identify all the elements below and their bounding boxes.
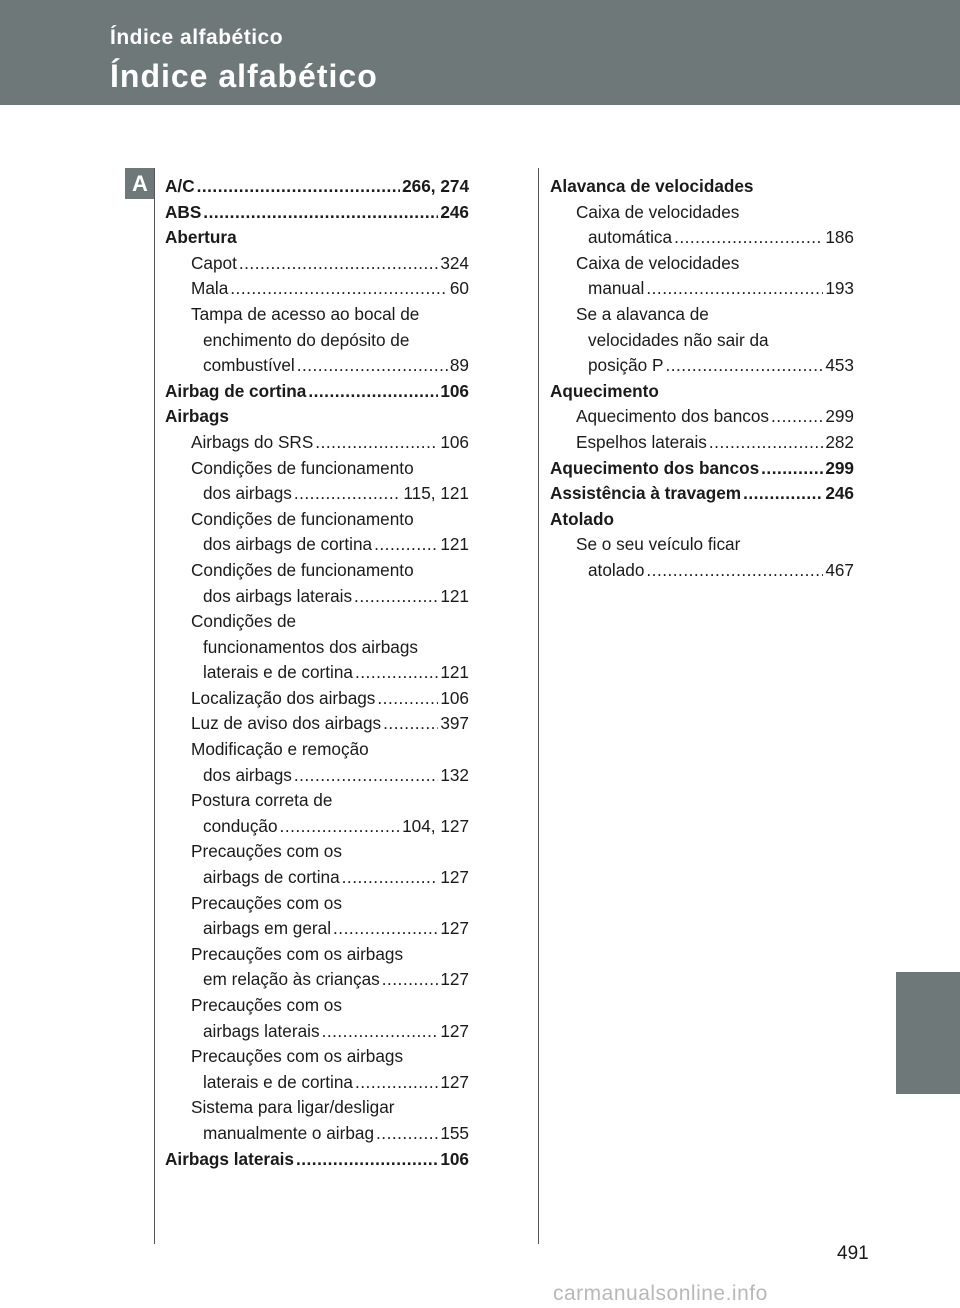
index-entry-term: Espelhos laterais [576,431,707,452]
index-entry [550,302,854,328]
index-entry-term: Precauções com os [191,841,342,862]
index-entry-term: airbags de cortina [203,867,340,888]
dot-leader [355,1070,438,1096]
dot-leader [315,430,438,456]
index-entry-page: 299 [825,406,854,427]
index-entry-page: 266, 274 [402,176,469,196]
index-entry [165,788,469,814]
index-entry-term: manualmente o airbag [203,1122,375,1143]
index-entry-page: 127 [440,1071,469,1092]
dot-leader [354,584,438,610]
index-entry-term: Precauções com os airbags [191,1046,404,1067]
index-entry-page: 106 [440,380,469,401]
index-entry [165,711,469,737]
index-entry [165,174,469,200]
index-entry [165,328,469,354]
index-entry [550,481,854,507]
index-entry [165,814,469,840]
index-entry-term: Condições de funcionamento [191,559,414,580]
index-entry [165,660,469,686]
index-entry [165,456,469,482]
index-entry [165,763,469,789]
dot-leader [743,481,823,507]
index-entry [165,1070,469,1096]
index-entry-page: 127 [440,1020,469,1041]
index-entry-page: 106 [440,431,469,452]
index-entry-page: 186 [825,227,854,248]
index-entry-term: dos airbags laterais [203,585,353,606]
dot-leader [383,711,438,737]
index-entry [550,532,854,558]
section-letter-badge: A [125,168,155,199]
index-entry-term: Airbags do SRS [191,431,314,452]
index-entry-page: 127 [440,969,469,990]
dot-leader [771,404,823,430]
index-entry-term: funcionamentos dos airbags [203,636,418,657]
column-divider-left [154,168,155,1244]
index-entry-term: Caixa de velocidades [576,252,740,273]
index-entry-term: posição P [588,355,664,376]
index-entry-page: 106 [440,687,469,708]
dot-leader [333,916,438,942]
index-entry-term: Precauções com os airbags [191,943,404,964]
index-entry-term: laterais e de cortina [203,662,353,683]
column-divider-middle [538,168,539,1244]
index-entry-page: 127 [440,867,469,888]
index-entry-page: 106 [440,1148,469,1169]
dot-leader [646,276,823,302]
index-entry-term: Condições de funcionamento [191,508,414,529]
index-entry-page: 104, 127 [402,815,469,836]
index-entry-page: 453 [825,355,854,376]
index-entry [550,404,854,430]
dot-leader [355,660,438,686]
index-entry-term: Sistema para ligar/desligar [191,1097,395,1118]
index-entry-term: A/C [165,176,195,196]
dot-leader [377,686,438,712]
index-entry [165,251,469,277]
index-entry [550,251,854,277]
index-entry [165,404,469,430]
index-entry-term: laterais e de cortina [203,1071,353,1092]
index-entry-page: 155 [440,1122,469,1143]
index-entry [165,379,469,405]
index-entry [550,328,854,354]
index-entry-term: manual [588,278,645,299]
index-entry-term: enchimento do depósito de [203,329,410,350]
index-entry [165,916,469,942]
index-entry-term: Se o seu veículo ficar [576,534,741,555]
dot-leader [761,456,823,482]
watermark-text: carmanualsonline.info [553,1282,768,1305]
index-entry [165,1044,469,1070]
index-entry-term: Airbags laterais [165,1148,294,1169]
index-entry-term: combustível [203,355,295,376]
index-entry [165,1095,469,1121]
index-entry [165,686,469,712]
index-entry [165,532,469,558]
index-entry [165,430,469,456]
index-entry-term: Mala [191,278,229,299]
index-entry [550,430,854,456]
index-entry [550,225,854,251]
index-entry-term: atolado [588,559,645,580]
index-entry-page: 121 [440,662,469,683]
header-section-title: Índice alfabético [110,26,284,49]
index-entry-page: 324 [440,252,469,273]
index-entry-page: 282 [825,431,854,452]
index-entry [165,737,469,763]
index-entry [165,609,469,635]
index-entry-term: dos airbags [203,483,292,504]
dot-leader [197,174,400,200]
index-entry [165,481,469,507]
index-entry-page: 246 [440,201,469,222]
index-entry [165,1147,469,1173]
index-entry [165,839,469,865]
dot-leader [709,430,823,456]
index-entry [165,942,469,968]
dot-leader [294,763,438,789]
dot-leader [374,532,438,558]
index-entry [165,507,469,533]
index-entry-term: Alavanca de velocidades [550,176,754,196]
dot-leader [296,1147,438,1173]
index-entry [165,584,469,610]
index-entry-page: 299 [825,457,854,478]
dot-leader [322,1019,439,1045]
dot-leader [674,225,823,251]
page-number: 491 [837,1243,869,1264]
index-entry-page: 467 [825,559,854,580]
index-entry [550,353,854,379]
index-entry-term: dos airbags de cortina [203,534,373,555]
dot-leader [342,865,439,891]
index-entry-term: dos airbags [203,764,292,785]
index-entry-term: velocidades não sair da [588,329,769,350]
index-entry-term: Aquecimento dos bancos [576,406,770,427]
index-entry [165,635,469,661]
index-entry-term: Localização dos airbags [191,687,376,708]
index-entry-term: Modificação e remoção [191,739,369,760]
header-page-title: Índice alfabético [110,58,378,94]
index-entry [550,276,854,302]
index-entry-term: Atolado [550,508,614,529]
index-entry [165,558,469,584]
index-entry-term: Airbag de cortina [165,380,307,401]
index-entry [165,993,469,1019]
index-entry-term: Condições de funcionamento [191,457,414,478]
index-column-right [550,174,854,584]
index-entry [550,174,854,200]
dot-leader [376,1121,438,1147]
index-entry [165,353,469,379]
index-entry [165,1019,469,1045]
dot-leader [382,967,439,993]
index-entry [550,507,854,533]
index-entry-term: Precauções com os [191,892,342,913]
index-entry [550,379,854,405]
index-entry-term: airbags laterais [203,1020,320,1041]
index-entry-term: Tampa de acesso ao bocal de [191,303,420,324]
index-entry [165,276,469,302]
index-entry [165,200,469,226]
index-entry-term: condução [203,815,278,836]
index-entry-page: 115, 121 [403,483,469,504]
index-entry-term: Assistência à travagem [550,483,742,504]
index-entry-term: Aquecimento [550,380,659,401]
dot-leader [230,276,448,302]
index-entry [550,456,854,482]
dot-leader [665,353,823,379]
index-entry-term: Precauções com os [191,995,342,1015]
index-column-left [165,174,469,1172]
index-entry-term: Caixa de velocidades [576,201,740,222]
index-entry-term: Luz de aviso dos airbags [191,713,382,734]
index-entry-term: airbags em geral [203,918,332,939]
dot-leader [294,481,402,507]
index-entry-term: Capot [191,252,237,273]
index-entry [550,558,854,584]
index-entry [165,967,469,993]
page-header [0,0,960,105]
index-entry-term: automática [588,227,673,248]
index-entry-page: 127 [440,918,469,939]
dot-leader [297,353,448,379]
dot-leader [280,814,401,840]
index-entry-page: 89 [449,355,469,376]
index-entry-term: em relação às crianças [203,969,380,990]
dot-leader [203,200,438,226]
index-entry-term: Airbags [165,406,229,427]
dot-leader [646,558,823,584]
index-entry-page: 397 [440,713,469,734]
index-entry-term: Abertura [165,227,237,248]
index-entry-page: 193 [825,278,854,299]
index-entry [165,891,469,917]
index-entry-page: 60 [449,278,469,299]
index-entry-page: 121 [440,534,469,555]
side-thumb-tab [896,972,960,1094]
index-entry-page: 132 [440,764,469,785]
index-entry-page: 121 [440,585,469,606]
index-entry-term: Postura correta de [191,790,333,811]
dot-leader [239,251,438,277]
index-entry [165,865,469,891]
index-entry-term: Aquecimento dos bancos [550,457,760,478]
index-entry-term: ABS [165,201,202,222]
index-entry [165,225,469,251]
index-entry-term: Condições de [191,611,297,632]
index-entry [550,200,854,226]
index-entry [165,1121,469,1147]
index-entry-term: Se a alavanca de [576,303,709,324]
index-entry [165,302,469,328]
index-entry-page: 246 [825,483,854,504]
dot-leader [308,379,438,405]
